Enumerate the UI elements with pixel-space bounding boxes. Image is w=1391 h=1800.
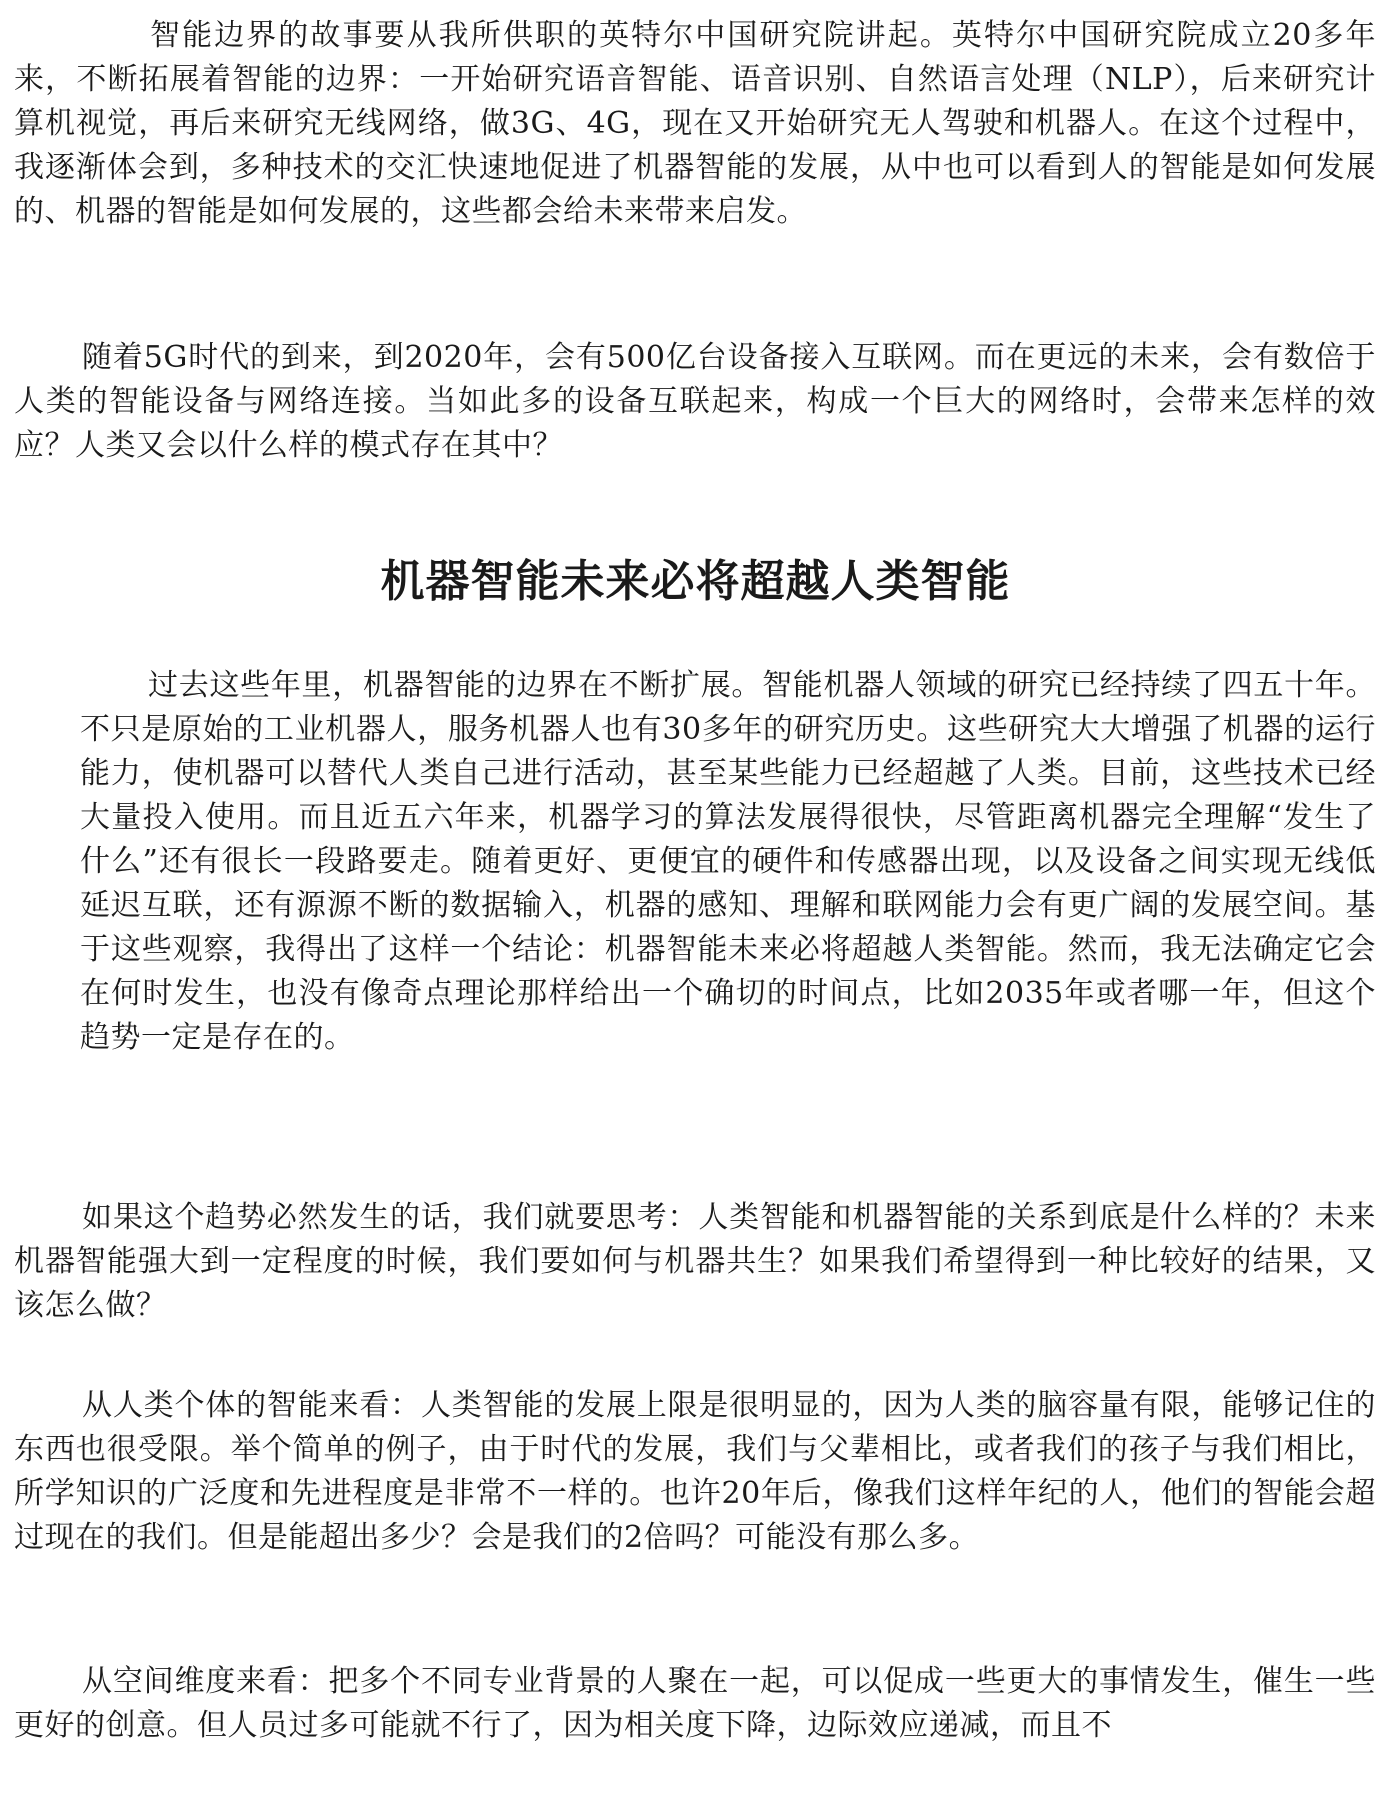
intro-paragraph: 智能边界的故事要从我所供职的英特尔中国研究院讲起。英特尔中国研究院成立20多年来，不断拓展着智能的边界：一开始研究语音智能、语音识别、自然语言处理（NLP），后来研究计算机视觉，再后来研究无线网络，做3G、4G，现在又开始研究无人驾驶和机器人。在这个过程中，我逐渐体会到，多种技术的交汇快速地促进了机器智能的发展，从中也可以看到人的智能是如何发展的、机器的智能是如何发展的，这些都会给未来带来启发。 [14,18,1376,229]
section-heading: 机器智能未来必将超越人类智能 [380,556,1011,607]
section-paragraph: 过去这些年里，机器智能的边界在不断扩展。智能机器人领域的研究已经持续了四五十年。不只是原始的工业机器人，服务机器人也有30多年的研究历史。这些研究大大增强了机器的运行能力，使机器可以替代人类自己进行活动，甚至某些能力已经超越了人类。目前，这些技术已经大量投入使用。而且近五六年来，机器学习的算法发展得很快，尽管距离机器完全理解“发生了什么”还有很长一段路要走。随着更好、更便宜的硬件和传感器出现，以及设备之间实现无线低延迟互联，还有源源不断的数据输入，机器的感知、理解和联网能力会有更广阔的发展空间。基于这些观察，我得出了这样一个结论：机器智能未来必将超越人类智能。然而，我无法确定它会在何时发生，也没有像奇点理论那样给出一个确切的时间点，比如2035年或者哪一年，但这个趋势一定是存在的。 [80,668,1376,1055]
section-paragraph: 如果这个趋势必然发生的话，我们就要思考：人类智能和机器智能的关系到底是什么样的？未来机器智能强大到一定程度的时候，我们要如何与机器共生？如果我们希望得到一种比较好的结果，又该怎么做？ [14,1200,1376,1323]
section-paragraph: 从人类个体的智能来看：人类智能的发展上限是很明显的，因为人类的脑容量有限，能够记住的东西也很受限。举个简单的例子，由于时代的发展，我们与父辈相比，或者我们的孩子与我们相比，所学知识的广泛度和先进程度是非常不一样的。也许20年后，像我们这样年纪的人，他们的智能会超过现在的我们。但是能超出多少？会是我们的2倍吗？可能没有那么多。 [14,1388,1376,1555]
intro-paragraph-2: 随着5G时代的到来，到2020年，会有500亿台设备接入互联网。而在更远的未来，会有数倍于人类的智能设备与网络连接。当如此多的设备互联起来，构成一个巨大的网络时，会带来怎样的效应？人类又会以什么样的模式存在其中？ [14,340,1376,463]
section-paragraph: 从空间维度来看：把多个不同专业背景的人聚在一起，可以促成一些更大的事情发生，催生一些更好的创意。但人员过多可能就不行了，因为相关度下降，边际效应递减，而且不 [14,1664,1376,1743]
